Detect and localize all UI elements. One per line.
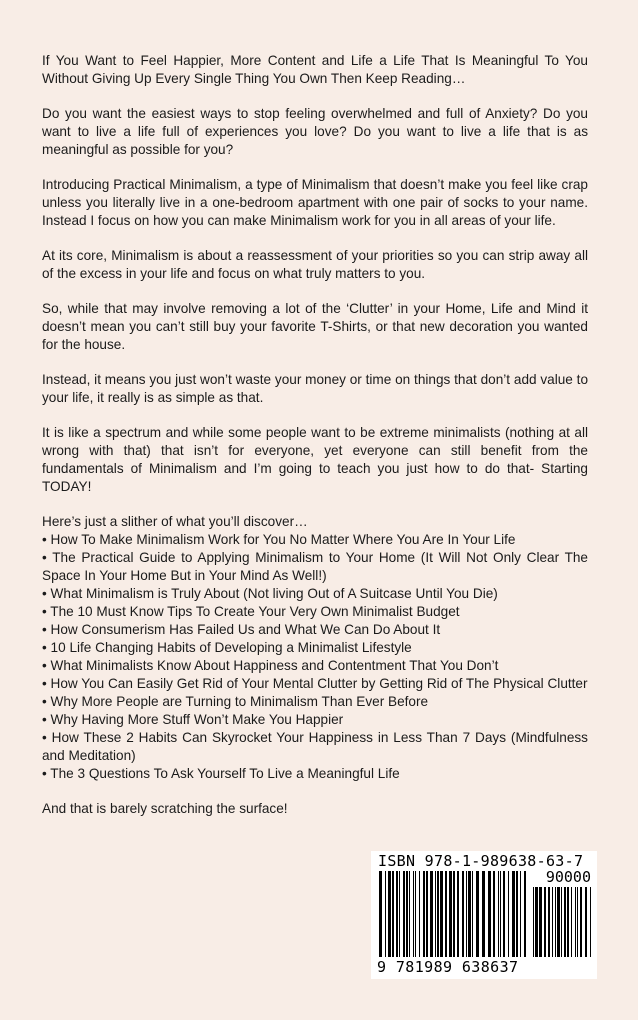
barcode-bar	[453, 871, 455, 957]
barcode-bar	[500, 871, 501, 957]
barcode-bar	[379, 871, 382, 957]
barcode-bar	[585, 887, 587, 957]
barcode-bar	[385, 871, 386, 957]
barcode-bar	[575, 887, 576, 957]
barcode-bar	[449, 871, 452, 957]
list-item: • How You Can Easily Get Rid of Your Mental Clutter by Getting Rid of The Physical Clutter	[42, 675, 588, 693]
barcode-bar	[533, 887, 534, 957]
barcode-bar	[457, 871, 459, 957]
barcode-bar	[577, 887, 578, 957]
barcode-number: 9 781989 638637	[377, 958, 519, 976]
isbn-barcode	[371, 851, 597, 979]
barcode-bar	[590, 887, 591, 957]
list-item: • How To Make Minimalism Work for You No Matter Where You Are In Your Life	[42, 531, 588, 549]
barcode-bar	[555, 887, 556, 957]
barcode-bar	[512, 871, 515, 957]
barcode-bar	[462, 871, 464, 957]
barcode-bar	[552, 887, 553, 957]
barcode-bar	[423, 871, 425, 957]
barcode-bar	[567, 887, 569, 957]
barcode-bar	[539, 887, 542, 957]
discover-list	[42, 531, 588, 783]
value-paragraph: Instead, it means you just won’t waste your money or time on things that don’t add value to your life, it really is as simple as that.	[42, 372, 588, 405]
barcode-bar	[468, 871, 471, 957]
barcode-bar	[426, 871, 428, 957]
barcode-bar	[415, 871, 416, 957]
discover-heading: Here’s just a slither of what you’ll discover…	[42, 514, 308, 529]
barcode-bar	[440, 871, 443, 957]
barcode-bar	[544, 887, 546, 957]
barcode-bar	[524, 871, 526, 957]
barcode-bar	[392, 871, 394, 957]
barcode-bar	[535, 887, 538, 957]
introducing-paragraph: Introducing Practical Minimalism, a type of Minimalism that doesn’t make you feel like crap unless you literally live in a one-bedroom apartment with one pair of socks to your name. Instead I focus on how you can make Minimalism work for you in all areas of your life.	[42, 177, 588, 228]
price-code: 90000	[545, 868, 591, 886]
list-item: • The Practical Guide to Applying Minimalism to Your Home (It Will Not Only Clear The Space In Your Home But in Your Mind As Well!)	[42, 549, 588, 585]
barcode-bar	[437, 871, 439, 957]
list-item: • What Minimalists Know About Happiness and Contentment That You Don’t	[42, 657, 588, 675]
barcode-bar	[488, 871, 491, 957]
intro-headline: If You Want to Feel Happier, More Content and Life a Life That Is Meaningful To You Without Giving Up Every Single Thing You Own Then Keep Reading…	[42, 53, 588, 86]
list-item: • The 3 Questions To Ask Yourself To Live a Meaningful Life	[42, 765, 588, 783]
barcode-bar	[435, 871, 436, 957]
clutter-paragraph: So, while that may involve removing a lot of the ‘Clutter’ in your Home, Life and Mind it doesn’t mean you can’t still buy your favorite T-Shirts, or that new decoration you wanted for the house.	[42, 301, 588, 352]
barcode-bar	[548, 887, 550, 957]
isbn-label: ISBN 978-1-989638-63-7	[378, 852, 584, 870]
barcode-bar	[503, 871, 505, 957]
barcode-bar	[516, 871, 518, 957]
barcode-bar	[580, 887, 582, 957]
barcode-bar	[466, 871, 467, 957]
list-item: • Why More People are Turning to Minimalism Than Ever Before	[42, 693, 588, 711]
barcode-bar	[564, 887, 566, 957]
list-item: • How Consumerism Has Failed Us and What We Can Do About It	[42, 621, 588, 639]
question-paragraph: Do you want the easiest ways to stop feeling overwhelmed and full of Anxiety? Do you want to live a life full of experiences you love? Do you want to live a life that is as meaningful as possible for you?	[42, 106, 588, 157]
barcode-bar	[571, 887, 572, 957]
barcode-bar	[396, 871, 398, 957]
list-item: • The 10 Must Know Tips To Create Your Very Own Minimalist Budget	[42, 603, 588, 621]
barcode-bar	[482, 871, 485, 957]
core-paragraph: At its core, Minimalism is about a reassessment of your priorities so you can strip away all of the excess in your life and focus on what truly matters to you.	[42, 248, 588, 281]
list-item: • Why Having More Stuff Won’t Make You Happier	[42, 711, 588, 729]
closing-line: And that is barely scratching the surface!	[42, 801, 288, 816]
barcode-bar	[508, 871, 509, 957]
barcode-bar	[406, 871, 408, 957]
barcode-bar	[472, 871, 473, 957]
barcode-bar	[557, 887, 560, 957]
barcode-bar	[498, 871, 499, 957]
spectrum-paragraph: It is like a spectrum and while some people want to be extreme minimalists (nothing at all wrong with that) that isn’t for everyone, yet everyone can still benefit from the fundamentals of Minimalism and I’m going to teach you just how to do that- Starting TODAY!	[42, 425, 588, 494]
barcode-bar	[561, 887, 562, 957]
list-item: • What Minimalism is Truly About (Not living Out of A Suitcase Until You Die)	[42, 585, 588, 603]
barcode-bar	[493, 871, 495, 957]
barcode-bar	[413, 871, 414, 957]
barcode-bar	[476, 871, 479, 957]
barcode-bar	[409, 871, 410, 957]
barcode-bar	[403, 871, 405, 957]
list-item: • 10 Life Changing Habits of Developing a Minimalist Lifestyle	[42, 639, 588, 657]
barcode-bar	[419, 871, 420, 957]
back-cover-text	[42, 52, 588, 835]
barcode-bar	[399, 871, 400, 957]
barcode-bar	[430, 871, 433, 957]
list-item: • How These 2 Habits Can Skyrocket Your Happiness in Less Than 7 Days (Mindfulness and Meditation)	[42, 729, 588, 765]
barcode-bar	[388, 871, 391, 957]
barcode-bar	[520, 871, 521, 957]
barcode-bar	[445, 871, 447, 957]
